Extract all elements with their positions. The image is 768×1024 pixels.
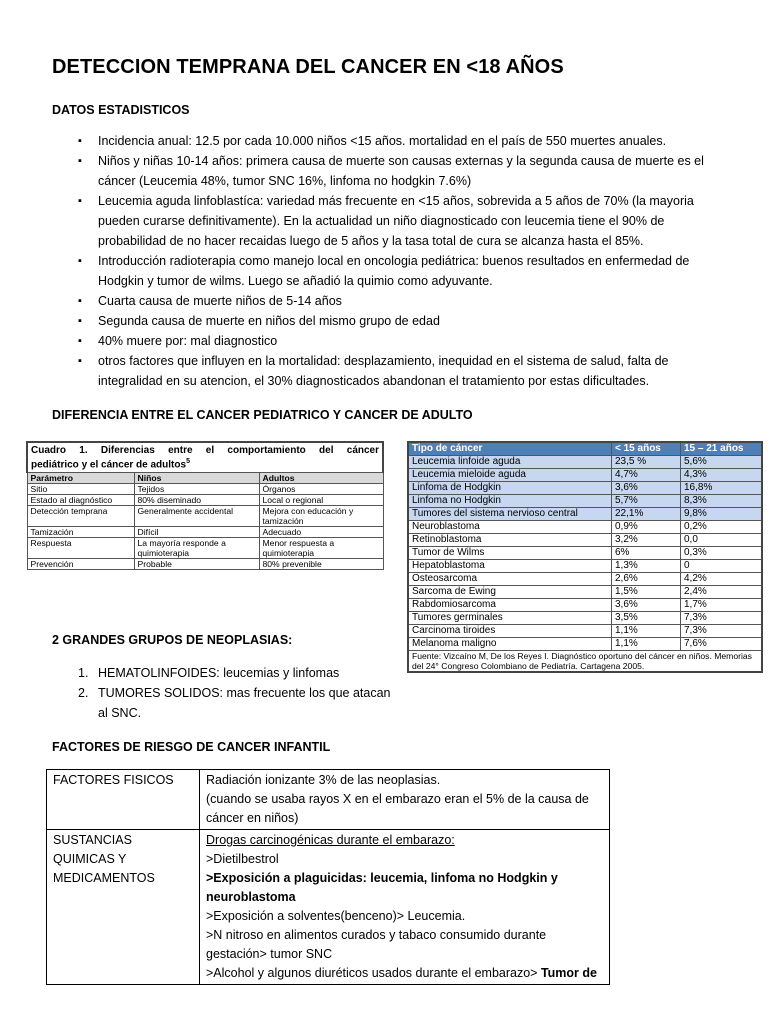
risk-line: >Exposición a solventes(benceno)> Leucemia. bbox=[206, 909, 466, 923]
risk-factors-table bbox=[46, 769, 610, 985]
cell: Tumores germinales bbox=[408, 612, 612, 625]
table-row bbox=[27, 495, 383, 506]
section-heading-stats: DATOS ESTADISTICOS bbox=[52, 103, 190, 117]
cancer-type-table bbox=[407, 441, 763, 673]
cell: Osteosarcoma bbox=[408, 573, 612, 586]
list-number: 2. bbox=[78, 686, 89, 700]
table-header-row bbox=[27, 473, 383, 484]
cell: 7,3% bbox=[681, 612, 763, 625]
list-text: HEMATOLINFOIDES: leucemias y linfomas bbox=[98, 666, 340, 680]
risk-category: SUSTANCIAS QUIMICAS Y MEDICAMENTOS bbox=[47, 830, 200, 985]
cell: Órganos bbox=[259, 484, 383, 495]
table-row bbox=[408, 573, 762, 586]
table-row bbox=[27, 506, 383, 527]
table-row bbox=[408, 586, 762, 599]
section-heading-diff: DIFERENCIA ENTRE EL CANCER PEDIATRICO Y CANCER DE ADULTO bbox=[52, 408, 473, 422]
table-header-row bbox=[408, 442, 762, 456]
risk-line-text: >Alcohol y algunos diuréticos usados durante el embarazo> bbox=[206, 966, 541, 980]
cell: 1,7% bbox=[681, 599, 763, 612]
table-row bbox=[47, 770, 610, 830]
column-header: < 15 años bbox=[612, 442, 681, 456]
list-item: ▪ Segunda causa de muerte en niños del mismo grupo de edad bbox=[52, 311, 724, 331]
table-row bbox=[408, 456, 762, 469]
cell: 8,3% bbox=[681, 495, 763, 508]
cell: Generalmente accidental bbox=[134, 506, 259, 527]
list-item: ▪ Niños y niñas 10-14 años: primera causa de muerte son causas externas y la segunda causa de muerte es el cáncer (Leucemia 48%, tumor SNC 16%, linfoma no hodgkin 7.6%) bbox=[52, 151, 724, 191]
list-item: ▪ Introducción radioterapia como manejo local en oncologia pediátrica: buenos resultados en enfermedad de Hodgkin y tumor de wilms. Luego se añadió la quimio como adyuvante. bbox=[52, 251, 724, 291]
cell: Carcinoma tiroides bbox=[408, 625, 612, 638]
table-caption-row bbox=[27, 442, 383, 473]
table-row bbox=[27, 484, 383, 495]
table-row bbox=[408, 638, 762, 651]
cell: 0,0 bbox=[681, 534, 763, 547]
cell: La mayoría responde a quimioterapia bbox=[134, 538, 259, 559]
cell: Prevención bbox=[27, 559, 134, 570]
section-heading-groups: 2 GRANDES GRUPOS DE NEOPLASIAS: bbox=[52, 633, 293, 647]
list-item bbox=[52, 683, 398, 723]
table-row bbox=[27, 538, 383, 559]
cell: 6% bbox=[612, 547, 681, 560]
risk-subheading: Drogas carcinogénicas durante el embarazo: bbox=[206, 833, 455, 847]
cell: 2,6% bbox=[612, 573, 681, 586]
risk-line: >N nitroso en alimentos curados y tabaco consumido durante gestación> tumor SNC bbox=[206, 928, 547, 961]
cell: Tumor de Wilms bbox=[408, 547, 612, 560]
cell: Adecuado bbox=[259, 527, 383, 538]
risk-description bbox=[200, 830, 610, 985]
cell: 0,3% bbox=[681, 547, 763, 560]
table-row bbox=[408, 534, 762, 547]
section-heading-risk: FACTORES DE RIESGO DE CANCER INFANTIL bbox=[52, 740, 331, 754]
column-header: Niños bbox=[134, 473, 259, 484]
table-source: Fuente: Vizcaíno M, De los Reyes I. Diagnóstico oportuno del cáncer en niños. Memorias del 24° Congreso Colombiano de Pediatría. Cartagena 2005. bbox=[408, 651, 762, 673]
caption-line-1: Cuadro 1. Diferencias entre el comportamiento del cáncer bbox=[31, 445, 379, 456]
table-row bbox=[408, 560, 762, 573]
caption-superscript: 5 bbox=[186, 458, 190, 465]
list-item: ▪ Incidencia anual: 12.5 por cada 10.000 niños <15 años. mortalidad en el país de 550 muertes anuales. bbox=[52, 131, 724, 151]
column-header: Parámetro bbox=[27, 473, 134, 484]
cell: 1,3% bbox=[612, 560, 681, 573]
table-row bbox=[47, 830, 610, 985]
list-item: ▪ Leucemia aguda linfoblastíca: variedad más frecuente en <15 años, sobrevida a 5 años de 70% (la mayoria pueden curarse definitivamente). En la actualidad un niño diagnosticado con leucemia tiene el 90% de probabilidad de no hacer recaidas luego de 5 años y la tasa total de cura se alcanza hasta el 85%. bbox=[52, 191, 724, 251]
list-item: ▪ 40% muere por: mal diagnostico bbox=[52, 331, 724, 351]
caption-line-2 bbox=[31, 456, 379, 470]
table-row bbox=[408, 495, 762, 508]
cell: 3,6% bbox=[612, 599, 681, 612]
risk-description bbox=[200, 770, 610, 830]
page-title: DETECCION TEMPRANA DEL CANCER EN <18 AÑOS bbox=[52, 56, 564, 78]
risk-line: >Dietilbestrol bbox=[206, 852, 279, 866]
list-text: TUMORES SOLIDOS: mas frecuente los que atacan al SNC. bbox=[98, 686, 391, 720]
cell: 1,1% bbox=[612, 625, 681, 638]
cell: 1,5% bbox=[612, 586, 681, 599]
cell: Difícil bbox=[134, 527, 259, 538]
risk-line: (cuando se usaba rayos X en el embarazo eran el 5% de la causa de cáncer en niños) bbox=[206, 792, 589, 825]
cell: Sarcoma de Ewing bbox=[408, 586, 612, 599]
cell: Sitio bbox=[27, 484, 134, 495]
cell: 7,6% bbox=[681, 638, 763, 651]
cell: Detección temprana bbox=[27, 506, 134, 527]
risk-line: >Exposición a plaguicidas: leucemia, linfoma no Hodgkin y neuroblastoma bbox=[206, 871, 558, 904]
risk-line: Radiación ionizante 3% de las neoplasias. bbox=[206, 773, 441, 787]
cell: 5,6% bbox=[681, 456, 763, 469]
risk-category: FACTORES FISICOS bbox=[47, 770, 200, 830]
list-item bbox=[52, 663, 412, 683]
table-row bbox=[27, 527, 383, 538]
column-header: 15 – 21 años bbox=[681, 442, 763, 456]
cell: 0,9% bbox=[612, 521, 681, 534]
list-item: ▪ Cuarta causa de muerte niños de 5-14 años bbox=[52, 291, 724, 311]
stats-list bbox=[52, 131, 724, 391]
caption-text: pediátrico y el cáncer de adultos bbox=[31, 459, 187, 471]
cell: Linfoma no Hodgkin bbox=[408, 495, 612, 508]
list-item: ▪ otros factores que influyen en la mortalidad: desplazamiento, inequidad en el sistema de salud, falta de integralidad en su atencion, el 30% diagnosticados abandonan el tratamiento por estas dificultades. bbox=[52, 351, 724, 391]
cell: Mejora con educación y tamización bbox=[259, 506, 383, 527]
cell: Linfoma de Hodgkin bbox=[408, 482, 612, 495]
column-header: Adultos bbox=[259, 473, 383, 484]
cell: 5,7% bbox=[612, 495, 681, 508]
column-header: Tipo de cáncer bbox=[408, 442, 612, 456]
cell: 23,5 % bbox=[612, 456, 681, 469]
cell: Local o regional bbox=[259, 495, 383, 506]
cell: Tumores del sistema nervioso central bbox=[408, 508, 612, 521]
cell: Neuroblastoma bbox=[408, 521, 612, 534]
cell: Rabdomiosarcoma bbox=[408, 599, 612, 612]
cell: 3,5% bbox=[612, 612, 681, 625]
table-row bbox=[408, 469, 762, 482]
cell: 4,2% bbox=[681, 573, 763, 586]
cell: Menor respuesta a quimioterapia bbox=[259, 538, 383, 559]
cell: 80% prevenible bbox=[259, 559, 383, 570]
cell: 7,3% bbox=[681, 625, 763, 638]
table-row bbox=[408, 612, 762, 625]
table-row bbox=[408, 599, 762, 612]
comparison-table bbox=[26, 441, 384, 570]
table-row bbox=[408, 625, 762, 638]
cell: 3,6% bbox=[612, 482, 681, 495]
cell: Retinoblastoma bbox=[408, 534, 612, 547]
cell: Tejidos bbox=[134, 484, 259, 495]
cell: 2,4% bbox=[681, 586, 763, 599]
cell: Hepatoblastoma bbox=[408, 560, 612, 573]
cell: 4,3% bbox=[681, 469, 763, 482]
cell: 0 bbox=[681, 560, 763, 573]
table-caption bbox=[27, 442, 383, 473]
risk-line bbox=[206, 964, 603, 983]
table-row bbox=[408, 482, 762, 495]
table-row bbox=[408, 521, 762, 534]
table-source-row bbox=[408, 651, 762, 673]
cell: 3,2% bbox=[612, 534, 681, 547]
cell: 4,7% bbox=[612, 469, 681, 482]
cell: 9,8% bbox=[681, 508, 763, 521]
risk-line-bold: Tumor de bbox=[540, 966, 597, 980]
cell: 0,2% bbox=[681, 521, 763, 534]
list-number: 1. bbox=[78, 666, 89, 680]
table-row bbox=[408, 547, 762, 560]
cell: 80% diseminado bbox=[134, 495, 259, 506]
cell: Leucemia mieloide aguda bbox=[408, 469, 612, 482]
cell: Melanoma maligno bbox=[408, 638, 612, 651]
cell: 16,8% bbox=[681, 482, 763, 495]
cell: 22,1% bbox=[612, 508, 681, 521]
table-row bbox=[408, 508, 762, 521]
table-row bbox=[27, 559, 383, 570]
cell: Tamización bbox=[27, 527, 134, 538]
cell: Probable bbox=[134, 559, 259, 570]
cell: Estado al diagnóstico bbox=[27, 495, 134, 506]
cell: 1,1% bbox=[612, 638, 681, 651]
cell: Respuesta bbox=[27, 538, 134, 559]
cell: Leucemia linfoide aguda bbox=[408, 456, 612, 469]
groups-list bbox=[52, 663, 412, 723]
